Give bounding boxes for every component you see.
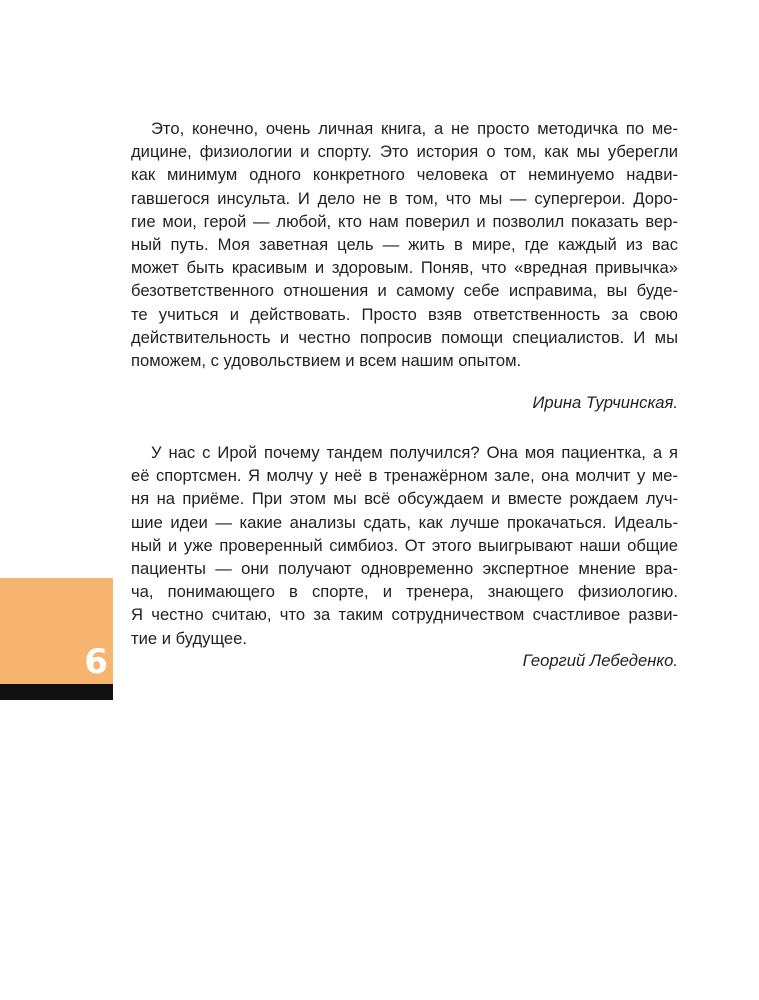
- paragraph-1-line: действительность и честно попросив помощи специалистов. И мы: [131, 327, 678, 347]
- signature-2-block: [131, 649, 678, 672]
- paragraph-2-line: ный и уже проверенный симбиоз. От этого выигрывают наши общие: [131, 535, 678, 555]
- paragraph-2: [131, 441, 678, 650]
- paragraph-2-line: шие идеи — какие анализы сдать, как лучше прокачаться. Идеаль-: [131, 512, 678, 532]
- paragraph-1-line: гавшегося инсульта. И дело не в том, что мы — супергерои. Доро-: [131, 188, 678, 208]
- paragraph-1-line: безответственного отношения и самому себе исправима, вы буде-: [131, 281, 678, 301]
- paragraph-2-line: пациенты — они получают одновременно экспертное мнение вра-: [131, 558, 678, 578]
- page-number-bar: [0, 684, 113, 700]
- paragraph-1-line: ный путь. Моя заветная цель — жить в мире, где каждый из вас: [131, 234, 678, 254]
- paragraph-1: [131, 117, 678, 372]
- paragraph-2-line: У нас с Ирой почему тандем получился? Она моя пациентка, а я: [151, 443, 678, 462]
- paragraph-1-line: как минимум одного конкретного человека от неминуемо надви-: [131, 165, 678, 185]
- paragraph-1-line: Это, конечно, очень личная книга, а не просто методичка по ме-: [151, 119, 678, 138]
- signature-1-block: [131, 391, 678, 414]
- paragraph-1-line: гие мои, герой — любой, кто нам поверил и позволил показать вер-: [131, 211, 678, 231]
- paragraph-1-line: может быть красивым и здоровым. Поняв, что «вредная привычка»: [131, 258, 678, 278]
- paragraph-2-line: тие и будущее.: [131, 628, 247, 648]
- paragraph-2-line: ня на приёме. При этом мы всё обсуждаем и вместе рождаем луч-: [131, 489, 678, 509]
- paragraph-1-line: дицине, физиологии и спорту. Это история о том, как мы уберегли: [131, 142, 678, 162]
- paragraph-1-line: те учиться и действовать. Просто взяв ответственность за свою: [131, 304, 678, 324]
- paragraph-2-line: её спортсмен. Я молчу у неё в тренажёрном зале, она молчит у ме-: [131, 466, 678, 486]
- paragraph-2-line: Я честно считаю, что за таким сотрудничеством счастливое разви-: [131, 605, 678, 625]
- paragraph-1-line: поможем, с удовольствием и всем нашим опытом.: [131, 350, 522, 370]
- signature-georgiy: Георгий Лебеденко.: [522, 651, 678, 670]
- paragraph-2-line: ча, понимающего в спорте, и тренера, знающего физиологию.: [131, 582, 678, 602]
- page-number: 6: [84, 642, 108, 682]
- signature-irina: Ирина Турчинская.: [532, 393, 678, 412]
- page-number-tab: [0, 578, 113, 684]
